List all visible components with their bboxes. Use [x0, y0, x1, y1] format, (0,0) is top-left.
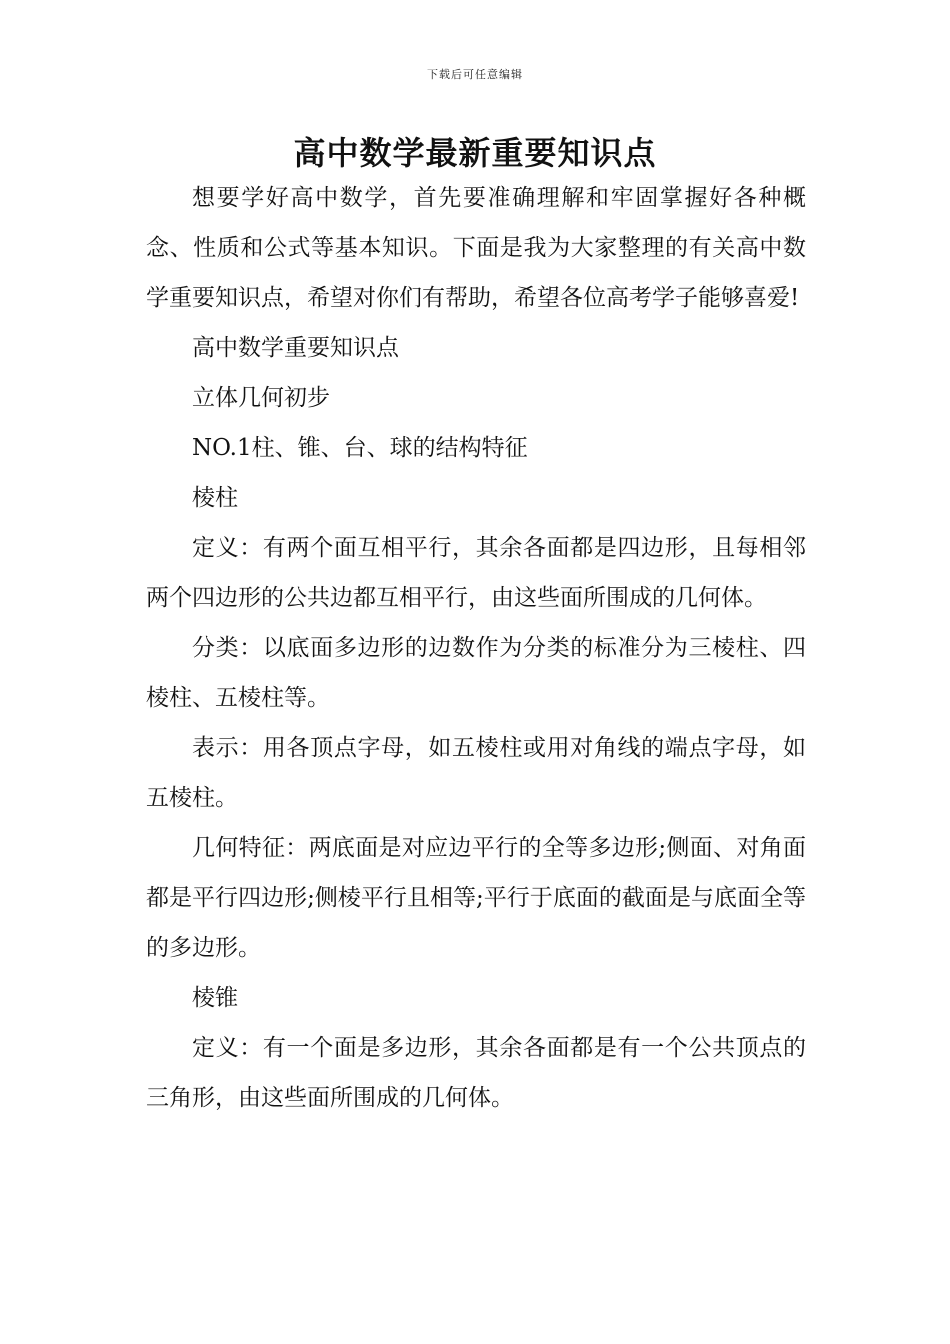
pyramid-definition: 定义：有一个面是多边形，其余各面都是有一个公共顶点的三角形，由这些面所围成的几何体。 [146, 1035, 806, 1111]
section-heading: 高中数学重要知识点 [192, 335, 399, 361]
prism-features: 几何特征：两底面是对应边平行的全等多边形;侧面、对角面都是平行四边形;侧棱平行且相等;平行于底面的截面是与底面全等的多边形。 [146, 835, 806, 961]
topic-heading: NO.1柱、锥、台、球的结构特征 [192, 435, 528, 461]
header-note: 下载后可任意编辑 [427, 68, 523, 81]
intro-paragraph: 想要学好高中数学，首先要准确理解和牢固掌握好各种概念、性质和公式等基本知识。下面是我为大家整理的有关高中数学重要知识点，希望对你们有帮助，希望各位高考学子能够喜爱! [146, 185, 806, 311]
document-body [146, 173, 806, 1123]
prism-definition: 定义：有两个面互相平行，其余各面都是四边形，且每相邻两个四边形的公共边都互相平行，由这些面所围成的几何体。 [146, 535, 806, 611]
document-title: 高中数学最新重要知识点 [293, 134, 657, 172]
prism-notation: 表示：用各顶点字母，如五棱柱或用对角线的端点字母，如五棱柱。 [146, 735, 806, 811]
prism-classification: 分类：以底面多边形的边数作为分类的标准分为三棱柱、四棱柱、五棱柱等。 [146, 635, 806, 711]
subsection-heading: 立体几何初步 [192, 385, 330, 411]
prism-heading: 棱柱 [192, 485, 238, 511]
pyramid-heading: 棱锥 [192, 985, 238, 1011]
